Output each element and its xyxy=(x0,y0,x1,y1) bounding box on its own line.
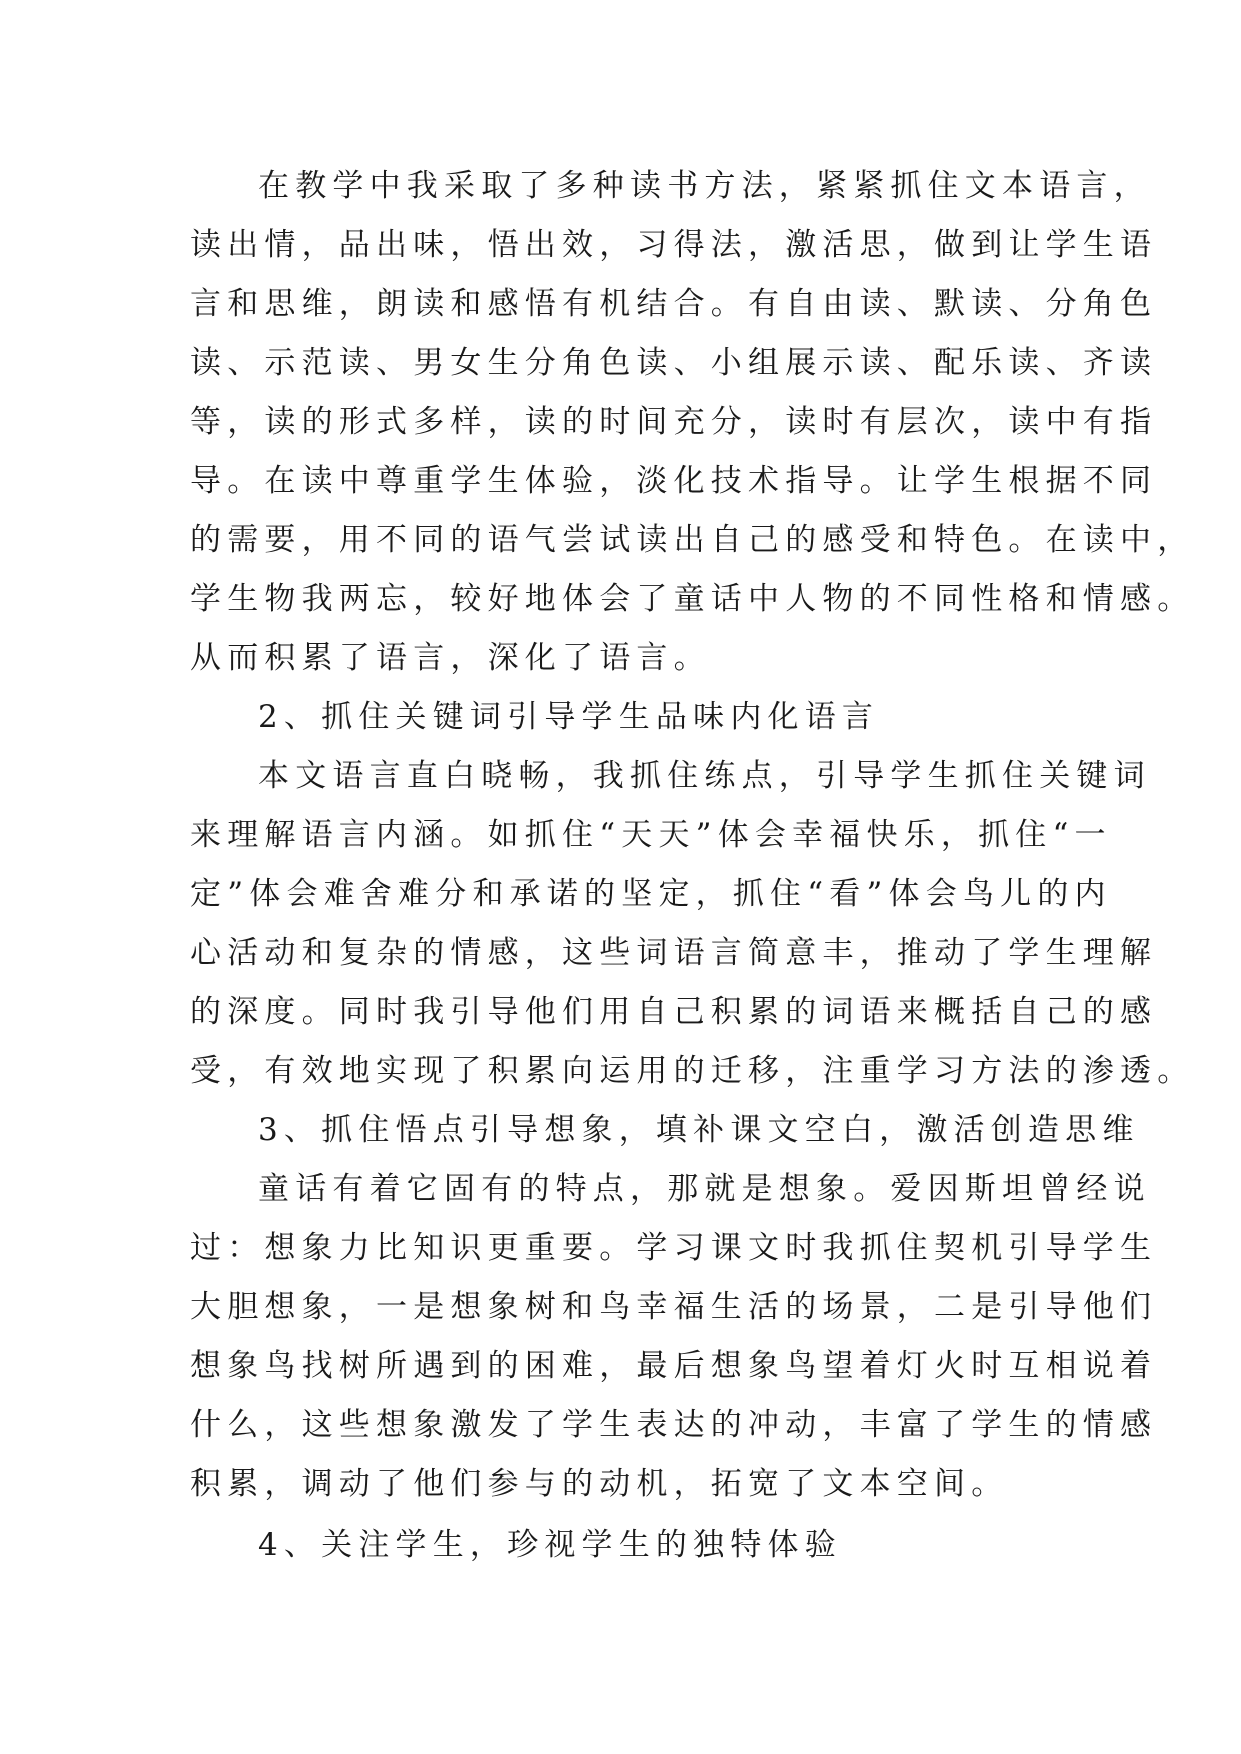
paragraph-2-line-4: 心活动和复杂的情感，这些词语言简意丰，推动了学生理解 xyxy=(190,935,1158,971)
paragraph-1-line-4: 读、示范读、男女生分角色读、小组展示读、配乐读、齐读 xyxy=(190,345,1158,381)
paragraph-1-line-6: 导。在读中尊重学生体验，淡化技术指导。让学生根据不同 xyxy=(190,463,1158,499)
paragraph-1-line-9: 从而积累了语言，深化了语言。 xyxy=(190,640,711,676)
paragraph-3-line-3: 大胆想象，一是想象树和鸟幸福生活的场景，二是引导他们 xyxy=(190,1289,1158,1325)
paragraph-2-line-1: 本文语言直白晓畅，我抓住练点，引导学生抓住关键词 xyxy=(258,758,1151,794)
section-heading-2: 2、抓住关键词引导学生品味内化语言 xyxy=(258,699,880,735)
paragraph-1-line-5: 等，读的形式多样，读的时间充分，读时有层次，读中有指 xyxy=(190,404,1158,440)
section-heading-3: 3、抓住悟点引导想象，填补课文空白，激活创造思维 xyxy=(258,1112,1140,1148)
paragraph-1-line-7: 的需要，用不同的语气尝试读出自己的感受和特色。在读中， xyxy=(190,522,1195,558)
paragraph-2-line-5: 的深度。同时我引导他们用自己积累的词语来概括自己的感 xyxy=(190,994,1158,1030)
paragraph-1-line-3: 言和思维，朗读和感悟有机结合。有自由读、默读、分角色 xyxy=(190,286,1158,322)
paragraph-3-line-5: 什么，这些想象激发了学生表达的冲动，丰富了学生的情感 xyxy=(190,1407,1158,1443)
paragraph-1-line-2: 读出情，品出味，悟出效，习得法，激活思，做到让学生语 xyxy=(190,227,1158,263)
paragraph-3-line-1: 童话有着它固有的特点，那就是想象。爱因斯坦曾经说 xyxy=(258,1171,1151,1207)
section-heading-4: 4、关注学生，珍视学生的独特体验 xyxy=(258,1527,842,1563)
paragraph-3-line-6: 积累，调动了他们参与的动机，拓宽了文本空间。 xyxy=(190,1466,1009,1502)
paragraph-2-line-6: 受，有效地实现了积累向运用的迁移，注重学习方法的渗透。 xyxy=(190,1053,1195,1089)
paragraph-2-line-3: 定”体会难舍难分和承诺的坚定，抓住“看”体会鸟儿的内 xyxy=(190,876,1112,912)
paragraph-2-line-2: 来理解语言内涵。如抓住“天天”体会幸福快乐，抓住“一 xyxy=(190,817,1112,853)
paragraph-1-line-1: 在教学中我采取了多种读书方法，紧紧抓住文本语言， xyxy=(258,168,1151,204)
paragraph-3-line-4: 想象鸟找树所遇到的困难，最后想象鸟望着灯火时互相说着 xyxy=(190,1348,1158,1384)
paragraph-3-line-2: 过：想象力比知识更重要。学习课文时我抓住契机引导学生 xyxy=(190,1230,1158,1266)
paragraph-1-line-8: 学生物我两忘，较好地体会了童话中人物的不同性格和情感。 xyxy=(190,581,1195,617)
